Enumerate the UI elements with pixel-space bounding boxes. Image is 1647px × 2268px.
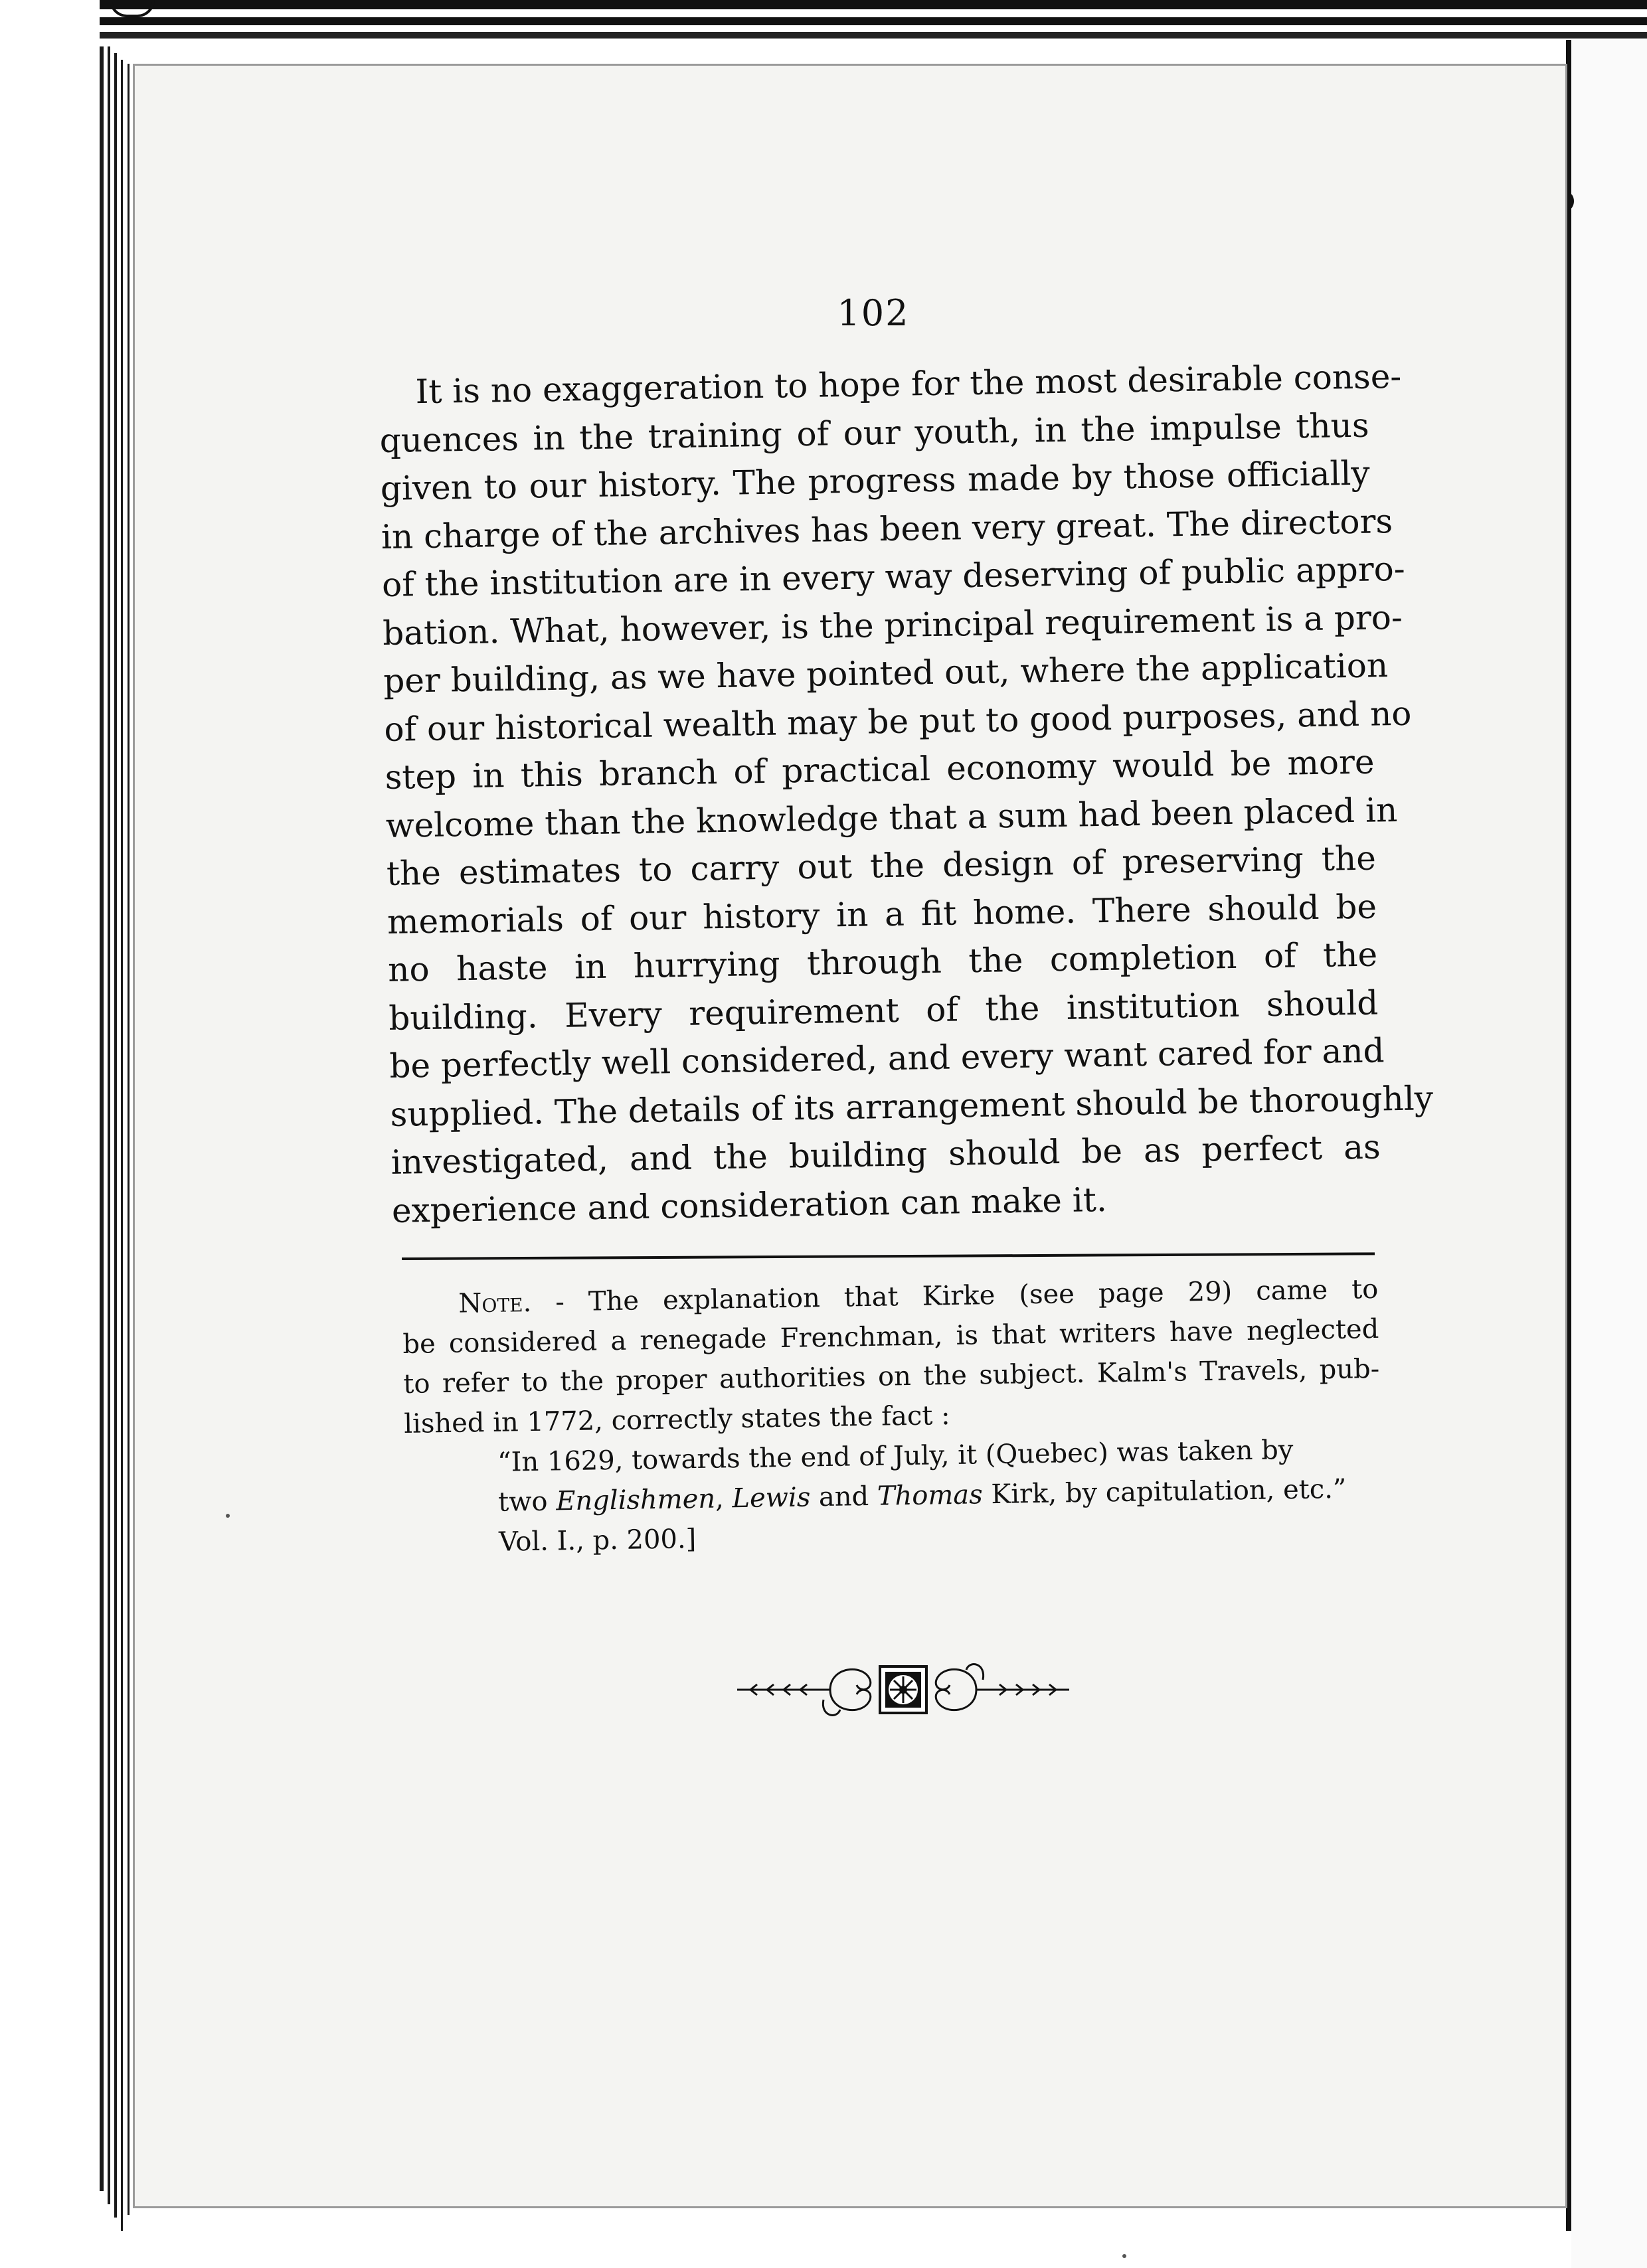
body-line: quences in the training of our youth, in the impulse thus [379, 406, 1369, 460]
scan-speck [1122, 2254, 1126, 2258]
body-line: supplied. The details of its arrangement should be thoroughly [390, 1078, 1434, 1134]
note-text: - The explanation that Kirke (see page 29) came to [531, 1273, 1379, 1318]
body-line: welcome than the knowledge that a sum had been placed in [385, 790, 1398, 845]
body-line: be perfectly well considered, and every want cared for and [389, 1031, 1385, 1086]
page-edge-line [128, 64, 130, 2215]
footnote [402, 1269, 1382, 1564]
body-line: building. Every requirement of the institution should [388, 983, 1379, 1038]
body-line: no haste in hurrying through the completion of the [387, 935, 1378, 989]
body-line: It is no exaggeration to hope for the most desirable conse- [415, 357, 1402, 412]
page-edge-line [121, 60, 123, 2231]
body-line: in charge of the archives has been very great. The directors [381, 501, 1393, 556]
page-number: 102 [837, 292, 910, 334]
quote-text: Kirk, by capitulation, etc.” [982, 1473, 1347, 1510]
body-line: of our historical wealth may be put to good purposes, and no [384, 694, 1412, 749]
ornament-icon [731, 1653, 1076, 1726]
note-label: Note. [458, 1287, 532, 1319]
quote-text: two [497, 1486, 557, 1518]
quote-italic: Thomas [877, 1479, 984, 1512]
footnote-line: to refer to the proper authorities on the subject. Kalm's Travels, pub- [402, 1353, 1380, 1400]
quote-text: and [810, 1481, 878, 1513]
footnote-line: lished in 1772, correctly states the fact : [403, 1400, 950, 1439]
body-line: memorials of our history in a fit home. There should be [387, 886, 1377, 941]
scan-speck [226, 1514, 230, 1518]
top-page-edges [100, 0, 1647, 46]
page-edge-line [114, 53, 117, 2218]
quote-text: , [715, 1483, 733, 1514]
quote-line: “In 1629, towards the end of July, it (Quebec) was taken by [497, 1434, 1294, 1478]
page-edges [0, 0, 139, 2268]
body-line: the estimates to carry out the design of preserving the [386, 839, 1377, 893]
body-line: experience and consideration can make it. [391, 1180, 1108, 1230]
footnote-line: be considered a renegade Frenchman, is that writers have neglected [402, 1313, 1379, 1360]
page-edge-line [100, 40, 104, 2191]
body-line: of the institution are in every way deserving of public appro- [381, 549, 1406, 604]
body-line: per building, as we have pointed out, where the application [383, 646, 1389, 700]
body-line: bation. What, however, is the principal requirement is a pro- [382, 598, 1403, 653]
quote-italic: Englishmen [555, 1483, 716, 1517]
citation-line: Vol. I., p. 200.] [498, 1524, 697, 1558]
facing-page-margin [1571, 40, 1647, 2268]
body-line: step in this branch of practical economy would be more [385, 742, 1375, 797]
page-edge-line [108, 46, 110, 2204]
body-line: given to our history. The progress made by those officially [380, 453, 1371, 508]
body-paragraph [379, 353, 1434, 1235]
body-line: investigated, and the building should be as perfect as [390, 1127, 1381, 1182]
quote-italic: Lewis [732, 1482, 811, 1514]
